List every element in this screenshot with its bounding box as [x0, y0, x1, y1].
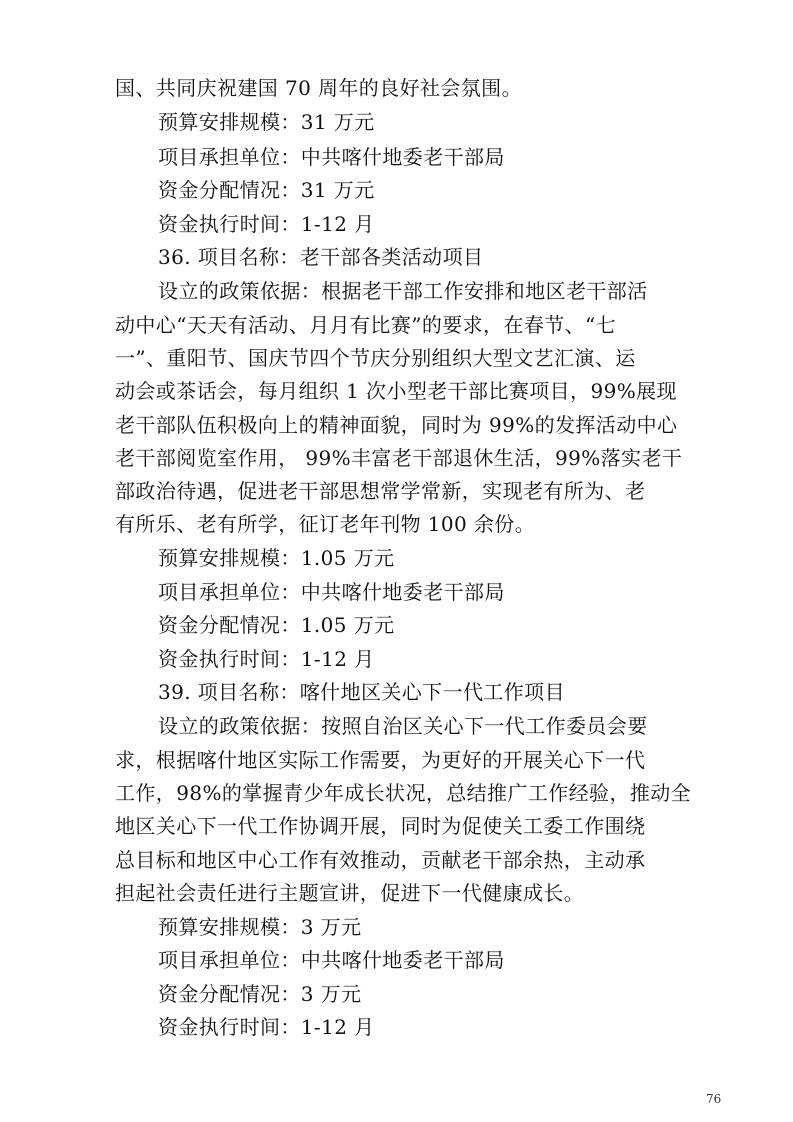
project-name-line: 36. 项目名称：老干部各类活动项目	[158, 245, 484, 269]
policy-basis-line: 设立的政策依据：按照自治区关心下一代工作委员会要	[158, 714, 648, 738]
execution-time-line: 资金执行时间：1-12 月	[158, 212, 375, 236]
execution-time-line: 资金执行时间：1-12 月	[158, 1015, 375, 1039]
text-line: 动会或茶话会，每月组织 1 次小型老干部比赛项目，99%展现	[115, 379, 677, 403]
text-line: 地区关心下一代工作协调开展，同时为促使关工委工作围绕	[115, 814, 646, 838]
responsible-unit-line: 项目承担单位：中共喀什地委老干部局	[158, 948, 505, 972]
text-line: 总目标和地区中心工作有效推动，贡献老干部余热，主动承	[115, 848, 646, 872]
project-name-line: 39. 项目名称：喀什地区关心下一代工作项目	[158, 680, 565, 704]
fund-allocation-line: 资金分配情况：1.05 万元	[158, 613, 395, 637]
fund-allocation-line: 资金分配情况：3 万元	[158, 982, 362, 1006]
policy-basis-line: 设立的政策依据：根据老干部工作安排和地区老干部活	[158, 279, 648, 303]
text-line: 求，根据喀什地区实际工作需要，为更好的开展关心下一代	[115, 748, 646, 772]
text-line: 工作，98%的掌握青少年成长状况，总结推广工作经验，推动全	[115, 781, 692, 805]
text-line: 老干部队伍积极向上的精神面貌，同时为 99%的发挥活动中心	[115, 413, 678, 437]
budget-scale-line: 预算安排规模：1.05 万元	[158, 546, 395, 570]
budget-scale-line: 预算安排规模：31 万元	[158, 110, 375, 134]
page-number: 76	[706, 1092, 722, 1106]
responsible-unit-line: 项目承担单位：中共喀什地委老干部局	[158, 145, 505, 169]
text-line: 部政治待遇，促进老干部思想常学常新，实现老有所为、老	[115, 479, 646, 503]
text-line: 国、共同庆祝建国 70 周年的良好社会氛围。	[115, 76, 522, 100]
text-line: 动中心“天天有活动、月月有比赛”的要求，在春节、“七	[115, 313, 617, 337]
text-line: 有所乐、老有所学，征订老年刊物 100 余份。	[115, 512, 536, 536]
text-line: 一”、重阳节、国庆节四个节庆分别组织大型文艺汇演、运	[115, 346, 636, 370]
fund-allocation-line: 资金分配情况：31 万元	[158, 178, 375, 202]
budget-scale-line: 预算安排规模：3 万元	[158, 915, 362, 939]
text-line: 老干部阅览室作用， 99%丰富老干部退休生活，99%落实老干	[115, 446, 683, 470]
text-line: 担起社会责任进行主题宣讲，促进下一代健康成长。	[115, 881, 585, 905]
execution-time-line: 资金执行时间：1-12 月	[158, 647, 375, 671]
responsible-unit-line: 项目承担单位：中共喀什地委老干部局	[158, 580, 505, 604]
